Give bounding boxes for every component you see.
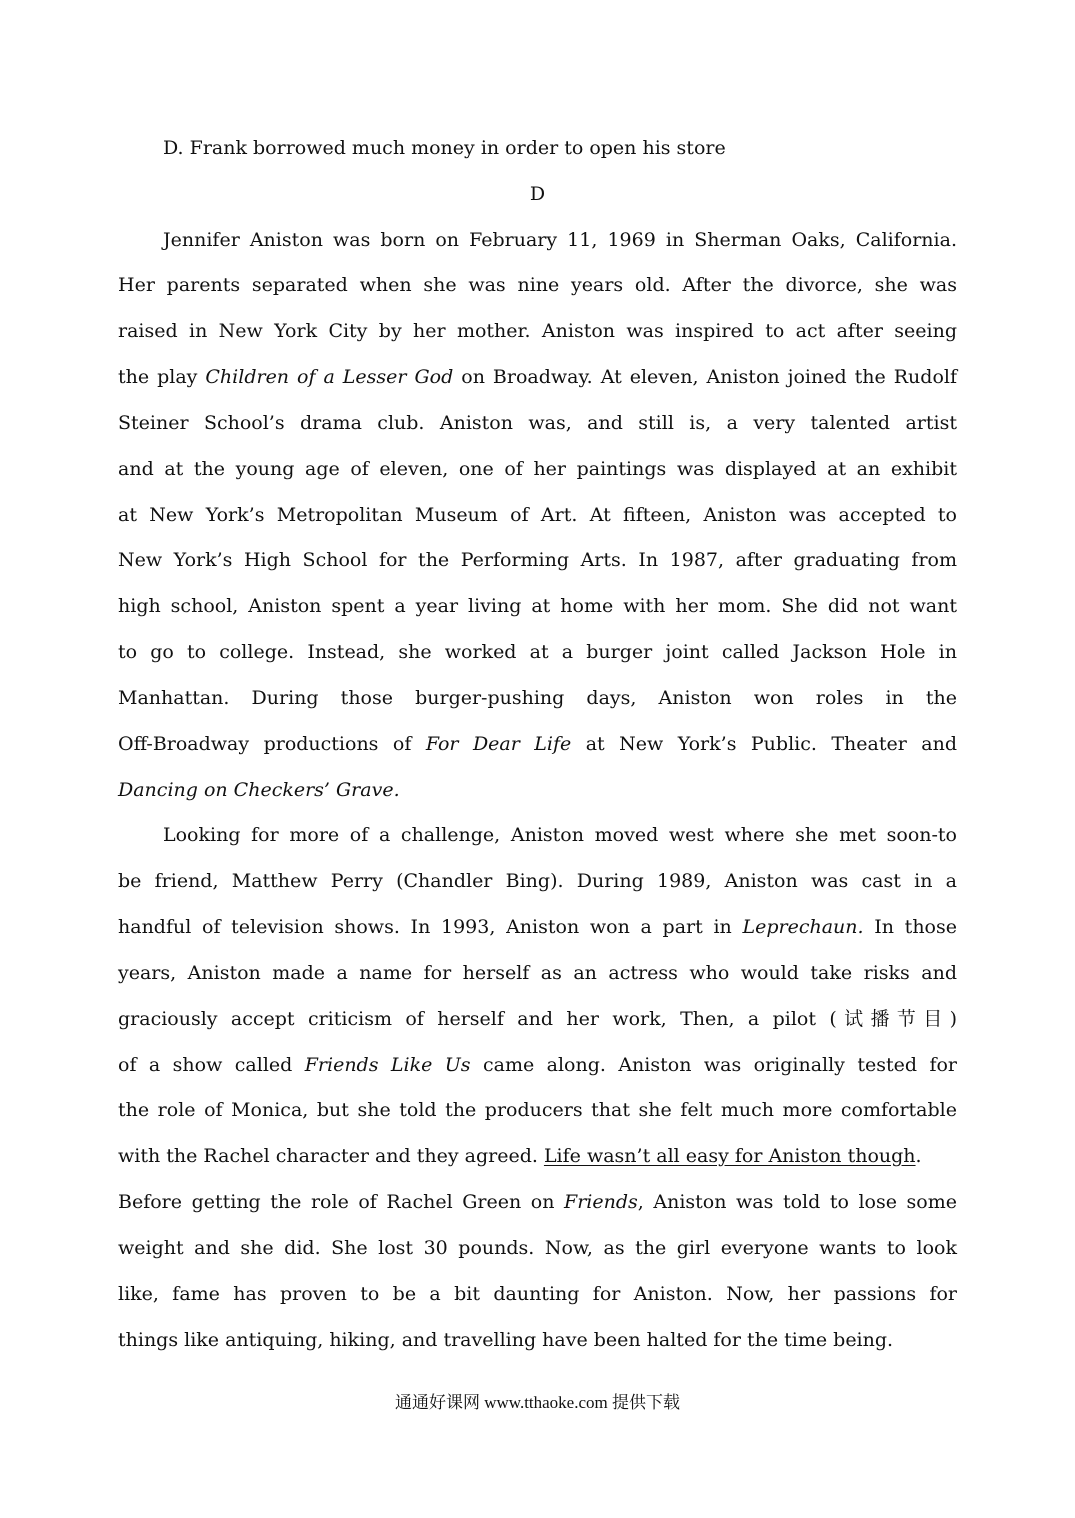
para1-line [118,365,957,389]
text-run: the play [118,366,206,388]
text-run: at New York’s Public. Theater and [571,733,957,755]
para1-line: raised in New York City by her mother. Aniston was inspired to act after seeing [118,320,957,342]
para1-line: at New York’s Metropolitan Museum of Art. At fifteen, Aniston was accepted to [118,504,957,526]
para2-line: years, Aniston made a name for herself as an actress who would take risks and [118,962,957,984]
para2-line [118,1053,957,1077]
para1-line [118,732,957,756]
text-run: , Aniston was told to lose some [637,1191,957,1213]
para1-line: Steiner School’s drama club. Aniston was, and still is, a very talented artist [118,412,957,434]
para2-line: Looking for more of a challenge, Aniston moved west where she met soon-to [163,824,957,846]
play-title: Children of a Lesser God [205,366,454,388]
para2-line: graciously accept criticism of herself and her work, Then, a pilot (试播节目) [118,1008,957,1030]
para1-line: Manhattan. During those burger-pushing days, Aniston won roles in the [118,687,957,709]
text-run: Off-Broadway productions of [118,733,426,755]
text-run: with the Rachel character and they agreed. [118,1145,544,1167]
para2-line: like, fame has proven to be a bit daunting for Aniston. Now, her passions for [118,1283,957,1305]
para2-line: things like antiquing, hiking, and travelling have been halted for the time being. [118,1329,894,1351]
text-run: . [915,1145,922,1167]
para1-line: New York’s High School for the Performing Arts. In 1987, after graduating from [118,549,957,571]
para2-line [118,915,957,939]
underlined-sentence: Life wasn’t all easy for Aniston though [543,1145,916,1167]
show-title: Friends [564,1191,638,1213]
para1-line: and at the young age of eleven, one of her paintings was displayed at an exhibit [118,458,957,480]
text-run: handful of television shows. In 1993, Aniston won a part in [118,916,743,938]
page-footer: 通通好课网 www.tthaoke.com 提供下载 [394,1393,681,1412]
para2-line: weight and she did. She lost 30 pounds. Now, as the girl everyone wants to look [118,1237,957,1259]
para2-line: be friend, Matthew Perry (Chandler Bing). During 1989, Aniston was cast in a [118,870,957,892]
para1-line: high school, Aniston spent a year living at home with her mom. She did not want [118,595,957,617]
text-run: In those [863,916,957,938]
para1-line: Jennifer Aniston was born on February 11, 1969 in Sherman Oaks, California. [163,229,957,251]
film-title: Leprechaun. [742,916,864,938]
text-run: Before getting the role of Rachel Green on [118,1191,565,1213]
production-title: For Dear Life [425,733,572,755]
para1-line: Her parents separated when she was nine years old. After the divorce, she was [118,274,957,296]
text-run: of a show called [118,1054,305,1076]
para2-line [118,1190,957,1214]
text-run: came along. Aniston was originally tested for [470,1054,957,1076]
para1-line: to go to college. Instead, she worked at a burger joint called Jackson Hole in [118,641,957,663]
show-title: Friends Like Us [304,1054,471,1076]
para1-line [118,778,957,802]
answer-option-d: D. Frank borrowed much money in order to open his store [163,137,726,159]
para2-line: the role of Monica, but she told the producers that she felt much more comfortable [118,1099,957,1121]
para2-line [118,1144,957,1168]
section-heading-d: D [529,183,546,205]
text-run: on Broadway. At eleven, Aniston joined the Rudolf [453,366,957,388]
production-title: Dancing on Checkers’ Grave. [118,779,400,801]
